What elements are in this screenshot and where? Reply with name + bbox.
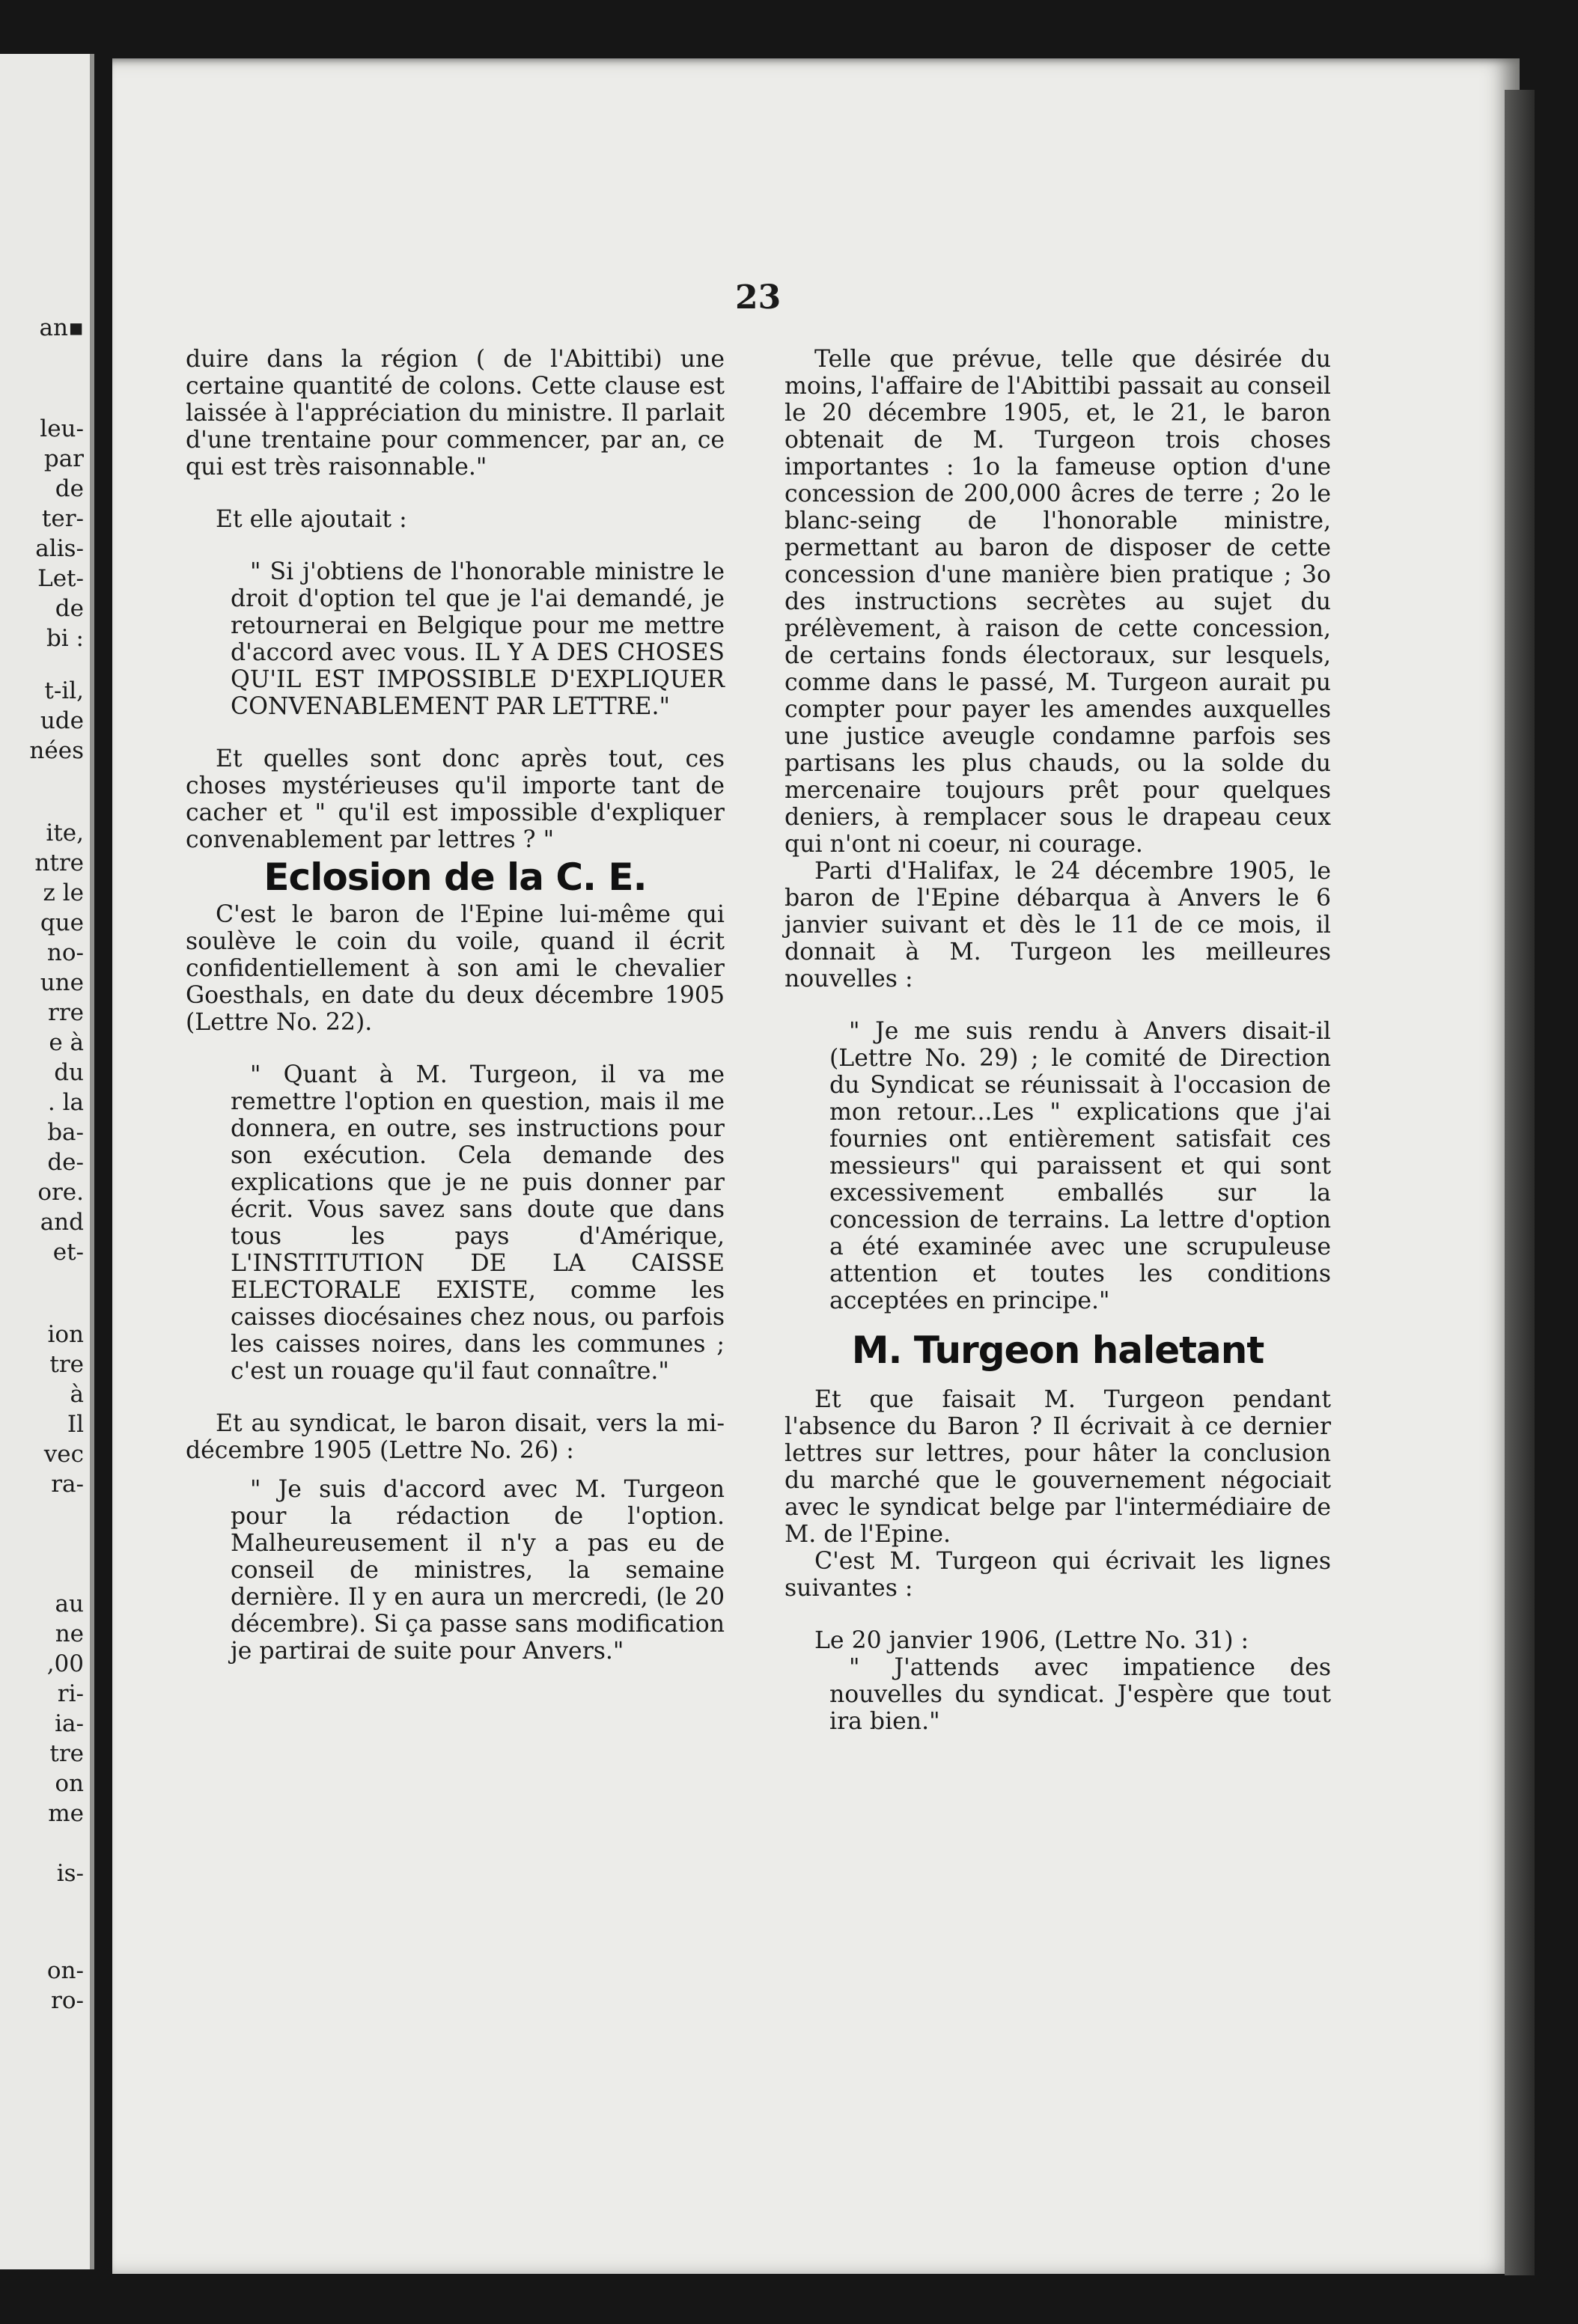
facing-page-fragment: une [40,969,84,996]
facing-page-fragment: du [54,1059,84,1086]
paragraph: Et que faisait M. Turgeon pendant l'absence du Baron ? Il écrivait à ce dernier lettres sur lettres, pour hâter la conclusion du marché que le gouvernement négociait avec le syndicat belge par l'intermédiaire de M. de l'Epine. [785,1386,1331,1548]
facing-page-fragment: ro- [51,1987,84,2014]
facing-page-fragment: tre [49,1351,84,1378]
paragraph: C'est le baron de l'Epine lui-même qui soulève le coin du voile, quand il écrit confidentiellement à son ami le chevalier Goesthals, en date du deux décembre 1905 (Lettre No. 22). [186,901,725,1036]
facing-page-fragment: à [70,1381,84,1408]
facing-page-fragment: que [40,909,84,936]
facing-page-fragment: rre [48,999,84,1026]
quotation: " J'attends avec impatience des nouvelles du syndicat. J'espère que tout ira bien." [829,1654,1331,1735]
quotation: " Quant à M. Turgeon, il va me remettre l'option en question, mais il me donnera, en outre, ses instructions pour son exécution. Cela demande des explications que je ne puis donner par écrit. Vous savez sans doute que dans tous les pays d'Amérique, L'INSTITUTION DE LA CAISSE ELECTORALE EXISTE, comme les caisses diocésaines chez nous, ou parfois les caisses noires, dans les communes ; c'est un rouage qu'il faut connaître." [231,1061,725,1385]
facing-page-fragment: on- [46,1957,84,1984]
quotation: " Si j'obtiens de l'honorable ministre le droit d'option tel que je l'ai demandé, je retournerai en Belgique pour me mettre d'accord avec vous. IL Y A DES CHOSES QU'IL EST IMPOSSIBLE D'EXPLIQUER CONVENABLEMENT PAR LETTRE." [231,558,725,720]
facing-page-fragment: et- [52,1239,84,1266]
section-heading: M. Turgeon haletant [851,1329,1264,1372]
facing-page-fragment: ter- [41,505,84,532]
facing-page-fragment: nées [29,737,84,764]
facing-page-fragment: ion [47,1321,84,1348]
facing-page-fragment: ore. [37,1179,84,1206]
facing-page-fragment: ra- [51,1471,84,1498]
facing-page-fragment: on [55,1770,84,1797]
facing-page-fragment: tre [49,1740,84,1767]
facing-page-fragment: bi : [46,625,84,652]
previous-page-edge [0,54,94,2269]
facing-page-fragment: ia- [55,1710,84,1737]
paragraph: duire dans la région ( de l'Abittibi) une certaine quantité de colons. Cette clause est laissée à l'appréciation du ministre. Il parlait d'une trentaine pour commencer, par an, ce qui est très raisonnable." [186,346,725,481]
right-column [785,346,1331,1735]
facing-page-fragment: ntre [34,850,84,876]
facing-page-fragment: ne [55,1620,84,1647]
paragraph: C'est M. Turgeon qui écrivait les lignes suivantes : [785,1548,1331,1602]
facing-page-fragment: ,00 [46,1650,84,1677]
facing-page-fragment: de [55,475,84,502]
facing-page-fragment: ba- [47,1119,84,1146]
facing-page-fragment: is- [56,1860,84,1887]
facing-page-fragment: de- [47,1149,84,1176]
facing-page-fragment: vec [43,1441,84,1468]
facing-page-fragment: de [55,595,84,622]
facing-page-fragment: au [55,1590,84,1617]
paragraph: Et elle ajoutait : [216,506,407,533]
paragraph: Et quelles sont donc après tout, ces choses mystérieuses qu'il importe tant de cacher et " qu'il est impossible d'expliquer convenablement par lettres ? " [186,745,725,853]
facing-page-fragment: alis- [35,535,84,562]
facing-page-fragment: an▪ [39,314,84,341]
quotation: " Je me suis rendu à Anvers disait-il (Lettre No. 29) ; le comité de Direction du Syndicat se réunissait à l'occasion de mon retour...Les " explications que j'ai fournies ont entièrement satisfait ces messieurs" qui paraissent et qui sont excessivement emballés sur la concession de terrains. La lettre d'option a été examinée avec une scrupuleuse attention et toutes les conditions acceptées en principe." [829,1018,1331,1314]
quotation: " Je suis d'accord avec M. Turgeon pour la rédaction de l'option. Malheureusement il n'y a pas eu de conseil de ministres, la semaine dernière. Il y en aura un mercredi, (le 20 décembre). Si ça passe sans modification je partirai de suite pour Anvers." [231,1476,725,1665]
page-number: 23 [735,278,782,317]
facing-page-fragment: t-il, [44,677,84,704]
facing-page-fragment: Let- [37,565,84,592]
page-fore-edge [1505,90,1535,2275]
facing-page-fragment: . la [47,1089,84,1116]
facing-page-fragment: Il [67,1411,84,1438]
paragraph: Parti d'Halifax, le 24 décembre 1905, le baron de l'Epine débarqua à Anvers le 6 janvier suivant et dès le 11 de ce mois, il donnait à M. Turgeon les meilleures nouvelles : [785,858,1331,992]
facing-page-fragment: z le [43,879,84,906]
left-column [186,346,725,1665]
section-heading: Eclosion de la C. E. [263,856,647,899]
facing-page-fragment: leu- [40,415,84,442]
facing-page-fragment: and [40,1209,84,1236]
paragraph: Telle que prévue, telle que désirée du moins, l'affaire de l'Abittibi passait au conseil le 20 décembre 1905, et, le 21, le baron obtenait de M. Turgeon trois choses importantes : 1o la fameuse option d'une concession de 200,000 âcres de terre ; 2o le blanc-seing de l'honorable ministre, permettant au baron de disposer de cette concession d'une manière bien pratique ; 3o des instructions secrètes au sujet du prélèvement, à raison de cette concession, de certains fonds électoraux, sur lesquels, comme dans le passé, M. Turgeon aurait pu compter pour payer les amendes auxquelles une justice aveugle condamne parfois ses partisans les plus chauds, ou la solde du mercenaire toujours prêt pour quelques deniers, à remplacer sous le drapeau ceux qui n'ont ni coeur, ni courage. [785,346,1331,858]
facing-page-fragment: ude [40,707,84,734]
facing-page-fragment: e à [49,1029,84,1056]
facing-page-fragment: ri- [57,1680,84,1707]
facing-page-fragment: no- [46,939,84,966]
facing-page-fragment: par [43,445,84,472]
facing-page-fragment: me [48,1800,84,1827]
paragraph: Le 20 janvier 1906, (Lettre No. 31) : [814,1627,1249,1654]
paragraph: Et au syndicat, le baron disait, vers la mi-décembre 1905 (Lettre No. 26) : [186,1410,725,1464]
facing-page-fragment: ite, [46,820,84,847]
